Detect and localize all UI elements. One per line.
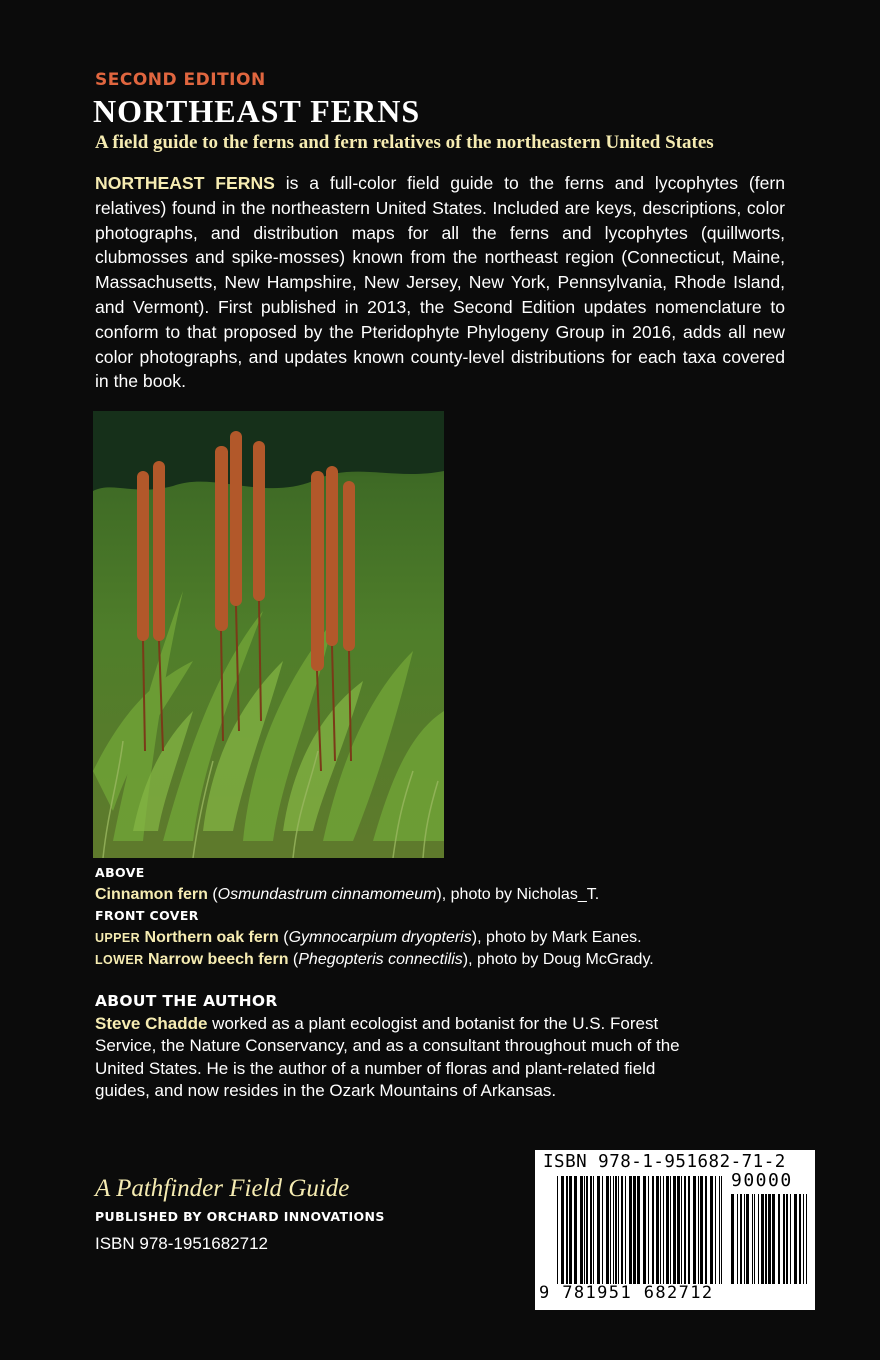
- photo-captions: [95, 862, 815, 972]
- barcode-bar: [561, 1176, 564, 1284]
- barcode-bar: [615, 1176, 617, 1284]
- barcode-bar: [698, 1176, 699, 1284]
- barcode-bar: [643, 1176, 646, 1284]
- barcode-bar: [799, 1194, 801, 1284]
- barcode-bar: [629, 1176, 632, 1284]
- caption-lower-sci: Phegopteris connectilis: [298, 951, 463, 968]
- isbn-barcode: [535, 1150, 815, 1310]
- barcode-bar: [737, 1194, 738, 1284]
- caption-above-name: Cinnamon fern: [95, 885, 208, 903]
- caption-upper-sci: Gymnocarpium dryopteris: [288, 928, 472, 946]
- author-name: Steve Chadde: [95, 1013, 208, 1033]
- author-heading: ABOUT THE AUTHOR: [95, 992, 278, 1010]
- barcode-bar: [752, 1194, 753, 1284]
- series-name: A Pathfinder Field Guide: [95, 1175, 350, 1202]
- barcode-bar: [618, 1176, 619, 1284]
- caption-lower: LOWER Narrow beech fern (Phegopteris connectilis), photo by Doug McGrady.: [95, 951, 654, 968]
- barcode-bar: [790, 1194, 791, 1284]
- caption-above: Cinnamon fern (Osmundastrum cinnamomeum), photo by Nicholas_T.: [95, 885, 600, 903]
- barcode-bar: [660, 1176, 661, 1284]
- caption-lower-name: Narrow beech fern: [147, 951, 289, 968]
- barcode-bar: [566, 1176, 568, 1284]
- barcode-bar: [684, 1176, 686, 1284]
- barcode-bar: [688, 1176, 690, 1284]
- barcode-bar: [648, 1176, 649, 1284]
- barcode-isbn-line: ISBN 978-1-951682-71-2: [543, 1152, 786, 1172]
- barcode-bar: [721, 1176, 722, 1284]
- barcode-bar: [677, 1176, 680, 1284]
- caption-lower-tag: LOWER: [95, 953, 144, 967]
- about-author: [95, 990, 685, 1103]
- barcode-bar: [633, 1176, 636, 1284]
- barcode-bar: [610, 1176, 611, 1284]
- barcode-bar: [574, 1176, 577, 1284]
- fern-photo-illustration: [93, 411, 444, 858]
- cinnamon-fern-photo: [93, 411, 444, 858]
- barcode-bar: [593, 1176, 594, 1284]
- barcode-bar: [693, 1176, 696, 1284]
- caption-upper-credit: , photo by Mark Eanes.: [477, 928, 642, 946]
- barcode-bar: [761, 1194, 764, 1284]
- barcode-bar: [719, 1176, 720, 1284]
- isbn-text: ISBN 978-1951682712: [95, 1234, 268, 1253]
- caption-above-sci: Osmundastrum cinnamomeum: [217, 885, 437, 903]
- barcode-bar: [731, 1194, 734, 1284]
- barcode-bar: [602, 1176, 603, 1284]
- barcode-bar: [584, 1176, 585, 1284]
- description-body: is a full-color field guide to the ferns and lycophytes (fern relatives) found in the northeastern United States. Included are keys, descriptions, color photographs, and distribution maps for all the ferns and lycophytes (quillworts, clubmosses and spike-mosses) known from the northeast region (Connecticut, Maine, Massachusetts, New Hampshire, New Jersey, New York, Pennsylvania, Rhode Island, and Vermont). First published in 2013, the Second Edition updates nomenclature to conform to that proposed by the Pteridophyte Phylogeny Group in 2016, adds all new color photographs, and updates known county-level distributions for each taxa covered in the book.: [95, 173, 785, 392]
- caption-upper-tag: UPPER: [95, 930, 141, 945]
- barcode-bar: [590, 1176, 592, 1284]
- barcode-bar: [621, 1176, 623, 1284]
- caption-lower-credit: , photo by Doug McGrady.: [468, 951, 654, 968]
- barcode-bars-main: [557, 1176, 725, 1284]
- author-bio-text: worked as a plant ecologist and botanist for the U.S. Forest Service, the Nature Conservancy, and as a consultant throughout much of the United States. He is the author of a number of floras and plant-related field guides, and now resides in the Ozark Mountains of Arkansas.: [95, 1013, 680, 1100]
- caption-above-credit: , photo by Nicholas_T.: [441, 885, 600, 903]
- barcode-bar: [705, 1176, 707, 1284]
- caption-upper: UPPER Northern oak fern (Gymnocarpium dryopteris), photo by Mark Eanes.: [95, 928, 642, 946]
- book-title: NORTHEAST FERNS: [93, 93, 421, 129]
- barcode-bar: [754, 1194, 755, 1284]
- book-description: [95, 171, 785, 394]
- barcode-bar: [597, 1176, 600, 1284]
- barcode-bar: [666, 1176, 669, 1284]
- caption-front-label: FRONT COVER: [95, 908, 199, 923]
- barcode-bar: [580, 1176, 583, 1284]
- barcode-bar: [740, 1194, 742, 1284]
- caption-above-label: ABOVE: [95, 865, 145, 880]
- barcode-bar: [670, 1176, 671, 1284]
- barcode-bar: [625, 1176, 626, 1284]
- barcode-bar: [673, 1176, 676, 1284]
- barcode-bar: [794, 1194, 797, 1284]
- barcode-bar: [681, 1176, 682, 1284]
- barcode-bar: [768, 1194, 771, 1284]
- barcode-bar: [803, 1194, 804, 1284]
- barcode-bar: [637, 1176, 640, 1284]
- barcode-price: 90000: [731, 1170, 793, 1191]
- barcode-bar: [744, 1194, 745, 1284]
- barcode-bar: [557, 1176, 558, 1284]
- edition-label: SECOND EDITION: [95, 70, 266, 90]
- barcode-bar: [586, 1176, 588, 1284]
- barcode-bar: [765, 1194, 767, 1284]
- barcode-bar: [715, 1176, 716, 1284]
- caption-upper-name: Northern oak fern: [144, 928, 279, 946]
- barcode-digits: 9 781951 682712: [539, 1283, 714, 1303]
- barcode-bar: [806, 1194, 807, 1284]
- barcode-bar: [772, 1194, 775, 1284]
- barcode-bar: [786, 1194, 788, 1284]
- barcode-bar: [663, 1176, 664, 1284]
- publisher-line: PUBLISHED BY ORCHARD INNOVATIONS: [95, 1209, 385, 1224]
- barcode-bars-addon: [731, 1194, 807, 1302]
- author-bio: [95, 1013, 685, 1103]
- barcode-bar: [606, 1176, 609, 1284]
- barcode-bar: [569, 1176, 572, 1284]
- barcode-bar: [710, 1176, 713, 1284]
- barcode-bar: [746, 1194, 749, 1284]
- description-lead: NORTHEAST FERNS: [95, 173, 275, 193]
- barcode-bar: [652, 1176, 654, 1284]
- barcode-bar: [778, 1194, 780, 1284]
- barcode-bar: [783, 1194, 785, 1284]
- barcode-bar: [656, 1176, 659, 1284]
- barcode-bar: [758, 1194, 759, 1284]
- book-subtitle: A field guide to the ferns and fern relatives of the northeastern United States: [95, 132, 714, 153]
- barcode-bar: [613, 1176, 614, 1284]
- barcode-bar: [700, 1176, 703, 1284]
